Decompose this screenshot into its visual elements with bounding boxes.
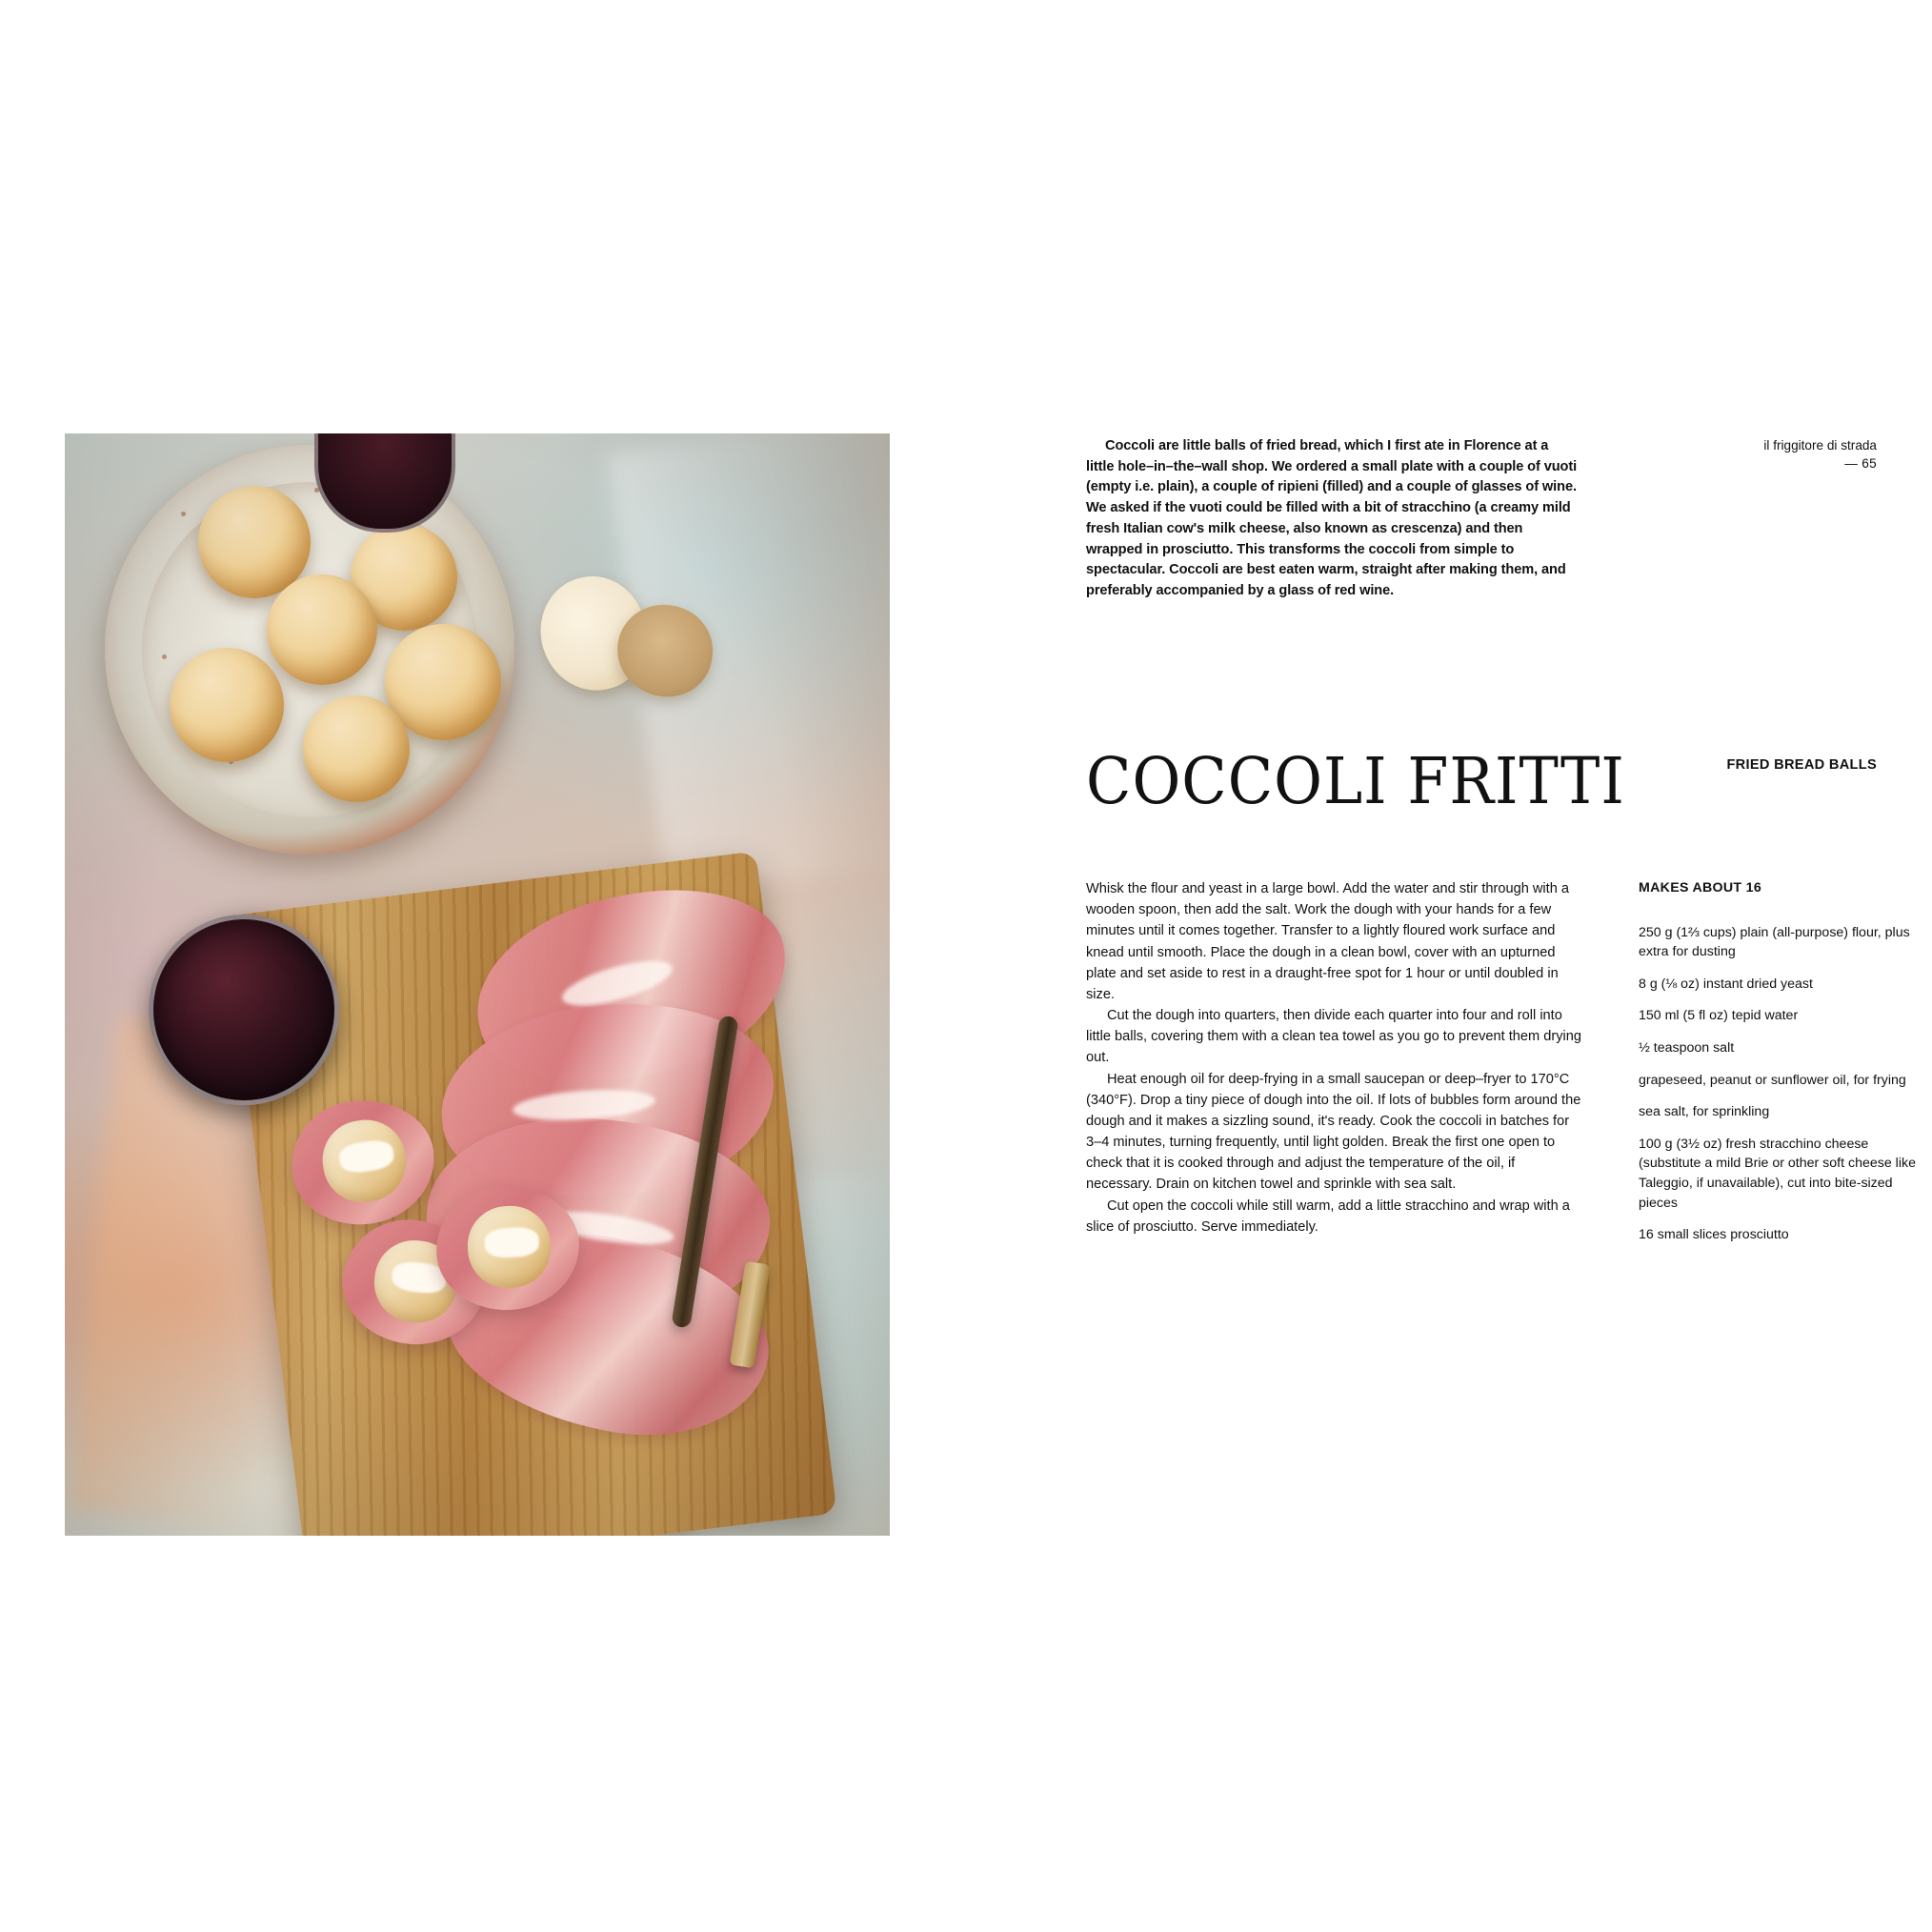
method-step: Cut the dough into quarters, then divide each quarter into four and roll into little balls, covering them with a clean tea towel as you go to prevent them drying out. [1086,1008,1581,1066]
ingredient-item: 16 small slices prosciutto [1639,1227,1789,1243]
method-column [1086,878,1581,1238]
ingredient-item: 150 ml (5 fl oz) tepid water [1639,1008,1799,1024]
ingredient-item: 100 g (3½ oz) fresh stracchino cheese (substitute a mild Brie or other soft cheese like Taleggio, if unavailable), cut into bite-sized pieces [1639,1136,1916,1211]
ingredient-item: 8 g (⅛ oz) instant dried yeast [1639,976,1813,992]
chapter-name: il friggitore di strada [1763,438,1877,453]
page-title: COCCOLI FRITTI [1086,743,1625,818]
method-step: Cut open the coccoli while still warm, add a little stracchino and wrap with a slice of prosciutto. Serve immediately. [1086,1197,1570,1235]
yield-label: MAKES ABOUT 16 [1639,880,1762,896]
intro-text: Coccoli are little balls of fried bread, which I first ate in Florence at a little hole–in–the–wall shop. We ordered a small plate with a couple of vuoti (empty i.e. plain), a couple of ripieni (filled) and a couple of glasses of wine. We asked if the vuoti could be filled with a bit of stracchino (a creamy mild fresh Italian cow's milk cheese, also known as crescenza) and then wrapped in prosciutto. This transforms the coccoli from simple to spectacular. Coccoli are best eaten warm, straight after making them, and preferably accompanied by a glass of red wine. [1086,438,1578,599]
coccoli-ball [170,648,284,762]
recipe-subtitle: FRIED BREAD BALLS [1726,757,1877,773]
ingredients-column [1639,878,1924,1258]
wine-glass [149,915,339,1105]
method-step: Heat enough oil for deep-frying in a small saucepan or deep–fryer to 170°C (340°F). Drop a tiny piece of dough into the oil. If lots of bubbles form around the dough and it makes a sizzling sound, it's ready. Cook the coccoli in batches for 3–4 minutes, turning frequently, until light golden. Break the first one open to check that it is cooked through and adjust the temperature of the oil, if necessary. Drain on kitchen towel and sprinkle with sea salt. [1086,1071,1581,1193]
ingredient-item: 250 g (1⅔ cups) plain (all-purpose) flour, plus extra for dusting [1639,924,1910,960]
ingredient-item: ½ teaspoon salt [1639,1039,1735,1056]
coccoli-ball [267,574,377,685]
method-step: Whisk the flour and yeast in a large bowl. Add the water and stir through with a wooden spoon, then add the salt. Work the dough with your hands for a few minutes until it comes together. Transfer to a lightly floured work surface and knead until smooth. Place the dough in a clean bowl, cover with an upturned plate and set aside to rest in a draught-free spot for 1 hour or until doubled in size. [1086,881,1570,1002]
intro-paragraph [1086,436,1580,602]
page-number: — 65 [1844,456,1877,472]
photo-canvas [65,433,890,1536]
coccoli-ball [303,695,410,802]
running-head [1591,436,1877,473]
recipe-photograph [65,433,890,1536]
ingredient-item: grapeseed, peanut or sunflower oil, for frying [1639,1072,1906,1088]
ingredient-item: sea salt, for sprinkling [1639,1104,1770,1120]
